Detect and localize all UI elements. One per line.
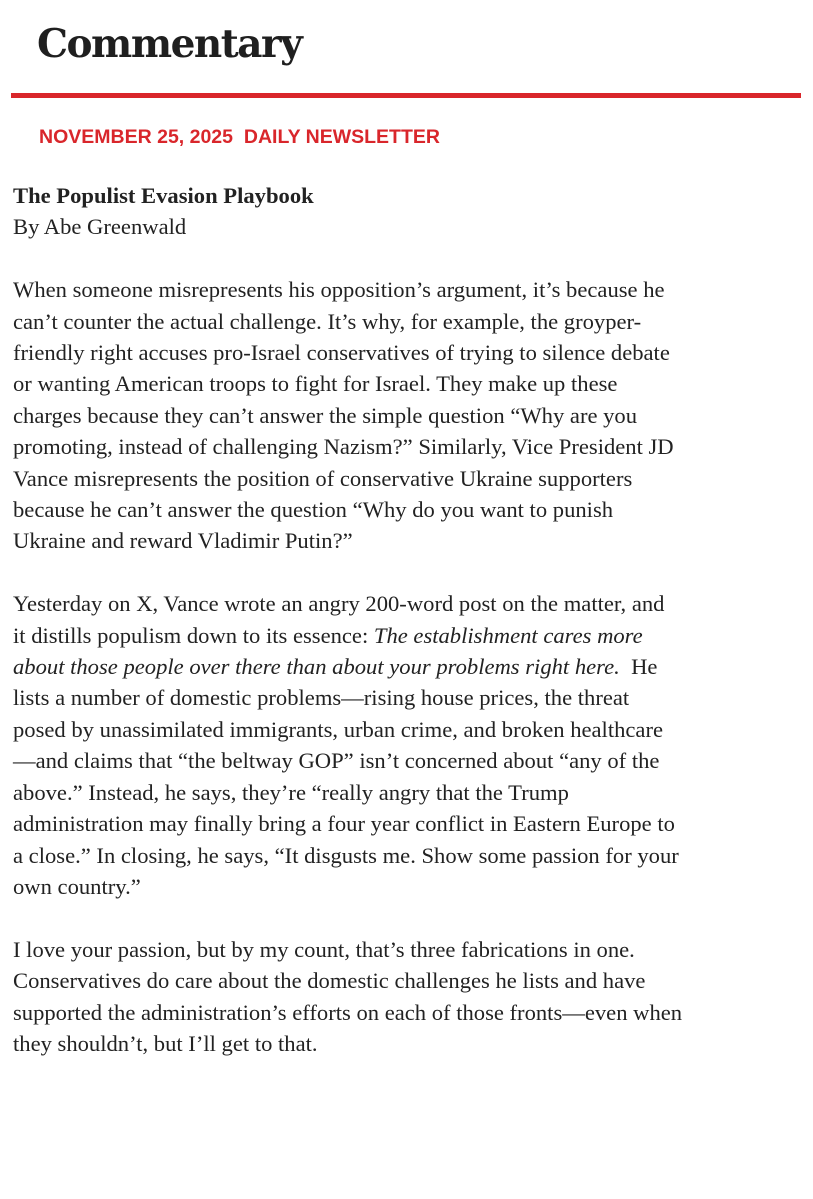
paragraph-line: because he can’t answer the question “Why do you want to punish [13, 497, 614, 523]
paragraph-1 [13, 274, 808, 557]
article-byline: By Abe Greenwald [13, 214, 187, 240]
paragraph-line: can’t counter the actual challenge. It’s why, for example, the groyper- [13, 308, 642, 334]
italic-quote: The establishment cares more [373, 622, 643, 648]
paragraph-line: Ukraine and reward Vladimir Putin?” [13, 528, 353, 554]
paragraph-line: promoting, instead of challenging Nazism?” Similarly, Vice President JD [13, 434, 674, 460]
paragraph-line: Yesterday on X, Vance wrote an angry 200-word post on the matter, and [13, 591, 665, 617]
article-title: The Populist Evasion Playbook [13, 183, 314, 208]
masthead-logo: Commentary [37, 21, 302, 67]
paragraph-line: charges because they can’t answer the simple question “Why are you [13, 402, 638, 428]
paragraph-line: they shouldn’t, but I’ll get to that. [13, 1030, 318, 1056]
newsletter-dateline [39, 123, 440, 151]
paragraph-line: Vance misrepresents the position of conservative Ukraine supporters [13, 465, 633, 491]
paragraph-line: a close.” In closing, he says, “It disgusts me. Show some passion for your [13, 842, 679, 868]
newsletter-date: NOVEMBER 25, 2025 [39, 126, 234, 148]
paragraph-line: Conservatives do care about the domestic challenges he lists and have [13, 968, 646, 994]
paragraph-line: or wanting American troops to fight for Israel. They make up these [13, 371, 618, 397]
paragraph-3 [13, 934, 808, 1060]
paragraph-text: He [619, 654, 658, 680]
paragraph-line: administration may finally bring a four year conflict in Eastern Europe to [13, 811, 675, 837]
paragraph-line [13, 620, 808, 651]
paragraph-line: friendly right accuses pro-Israel conservatives of trying to silence debate [13, 340, 670, 366]
newsletter-section: DAILY NEWSLETTER [243, 126, 440, 148]
paragraph-line: supported the administration’s efforts on each of those fronts—even when [13, 999, 683, 1025]
masthead-divider [11, 93, 801, 98]
paragraph-line: above.” Instead, he says, they’re “really angry that the Trump [13, 779, 569, 805]
paragraph-2 [13, 588, 808, 902]
paragraph-line: —and claims that “the beltway GOP” isn’t concerned about “any of the [13, 748, 660, 774]
article-body [13, 180, 808, 1091]
paragraph-line: lists a number of domestic problems—rising house prices, the threat [13, 685, 630, 711]
paragraph-line [13, 651, 808, 682]
italic-quote: about those people over there than about your problems right here. [13, 654, 620, 680]
paragraph-line: I love your passion, but by my count, that’s three fabrications in one. [13, 936, 635, 962]
paragraph-line: When someone misrepresents his opposition’s argument, it’s because he [13, 277, 665, 303]
paragraph-line: own country.” [13, 873, 141, 899]
paragraph-line: posed by unassimilated immigrants, urban crime, and broken healthcare [13, 716, 664, 742]
paragraph-text: it distills populism down to its essence: [13, 622, 374, 648]
